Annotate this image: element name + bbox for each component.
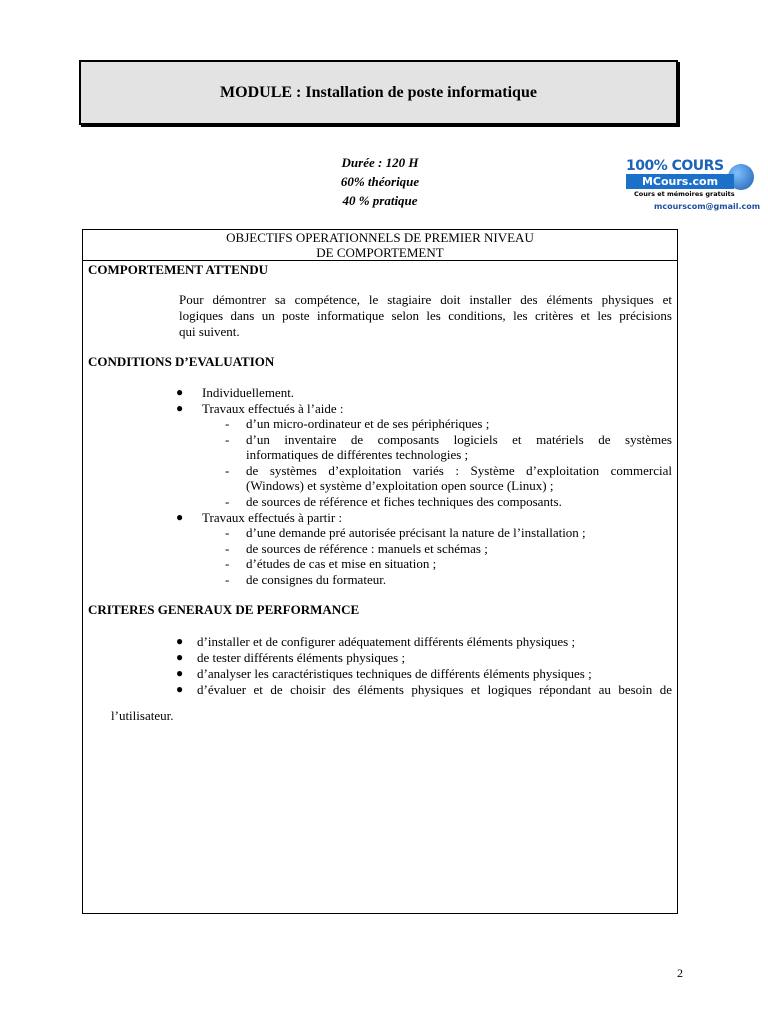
logo-email: mcourscom@gmail.com (654, 202, 761, 211)
duration-block (280, 153, 480, 210)
aide-item-4: de sources de référence et fiches techniques des composants. (246, 494, 562, 509)
comportement-line3: qui suivent. (179, 324, 240, 339)
comportement-line2: logiques dans un poste informatique selon les conditions, les critères et les précisions (179, 308, 672, 323)
objectives-box (82, 229, 678, 914)
aide-item-2: d’un inventaire de composants logiciels et matériels de systèmes (246, 432, 672, 447)
objectives-header-line1: OBJECTIFS OPERATIONNELS DE PREMIER NIVEAU (226, 230, 534, 245)
comportement-line1: Pour démontrer sa compétence, le stagiaire doit installer des éléments physiques et (179, 292, 672, 307)
condition-individually: Individuellement. (202, 385, 295, 400)
dash-icon: - (225, 572, 230, 587)
partir-item-4: de consignes du formateur. (246, 572, 387, 587)
dash-icon: - (225, 525, 230, 540)
critere-item-4: d’évaluer et de choisir des éléments physiques et logiques répondant au besoin de (197, 682, 672, 697)
bullet-icon: ● (176, 510, 184, 524)
dash-icon: - (225, 463, 230, 478)
mcours-logo (622, 158, 761, 214)
page-number: 2 (677, 966, 683, 980)
dash-icon: - (225, 494, 230, 509)
logo-text-100-cours: 100% COURS (626, 158, 724, 174)
condition-aide: Travaux effectués à l’aide : (202, 401, 344, 416)
bullet-icon: ● (176, 401, 184, 415)
critere-item-4-cont: l’utilisateur. (111, 708, 174, 723)
logo-text-mcours: MCours.com (626, 174, 734, 189)
comportement-heading: COMPORTEMENT ATTENDU (88, 262, 268, 277)
aide-item-3: de systèmes d’exploitation variés : Système d’exploitation commercial (246, 463, 672, 478)
partir-item-1: d’une demande pré autorisée précisant la nature de l’installation ; (246, 525, 586, 540)
partir-item-2: de sources de référence : manuels et schémas ; (246, 541, 488, 556)
dash-icon: - (225, 432, 230, 447)
duration-theory: 60% théorique (340, 174, 420, 189)
module-title: MODULE : Installation de poste informatique (220, 83, 537, 101)
dash-icon: - (225, 556, 230, 571)
bullet-icon: ● (176, 666, 184, 680)
critere-item-2: de tester différents éléments physiques ; (197, 650, 406, 665)
aide-item-2-cont: informatiques de différentes technologies ; (246, 447, 469, 462)
aide-item-1: d’un micro-ordinateur et de ses périphériques ; (246, 416, 490, 431)
bullet-icon: ● (176, 650, 184, 664)
aide-item-3-cont: (Windows) et système d’exploitation open source (Linux) ; (246, 478, 554, 493)
bullet-icon: ● (176, 385, 184, 399)
dash-icon: - (225, 416, 230, 431)
duration-practice: 40 % pratique (342, 193, 418, 208)
dash-icon: - (225, 541, 230, 556)
duration-total: Durée : 120 H (341, 155, 419, 170)
partir-item-3: d’études de cas et mise en situation ; (246, 556, 437, 571)
criteres-heading: CRITERES GENERAUX DE PERFORMANCE (88, 602, 360, 617)
conditions-heading: CONDITIONS D’EVALUATION (88, 354, 275, 369)
logo-tagline: Cours et mémoires gratuits (634, 190, 735, 198)
module-title-box (79, 60, 678, 125)
objectives-header-line2: DE COMPORTEMENT (316, 245, 444, 260)
bullet-icon: ● (176, 682, 184, 696)
critere-item-3: d’analyser les caractéristiques techniques de différents éléments physiques ; (197, 666, 592, 681)
critere-item-1: d’installer et de configurer adéquatement différents éléments physiques ; (197, 634, 576, 649)
condition-partir: Travaux effectués à partir : (202, 510, 343, 525)
objectives-header (83, 230, 677, 261)
bullet-icon: ● (176, 634, 184, 648)
